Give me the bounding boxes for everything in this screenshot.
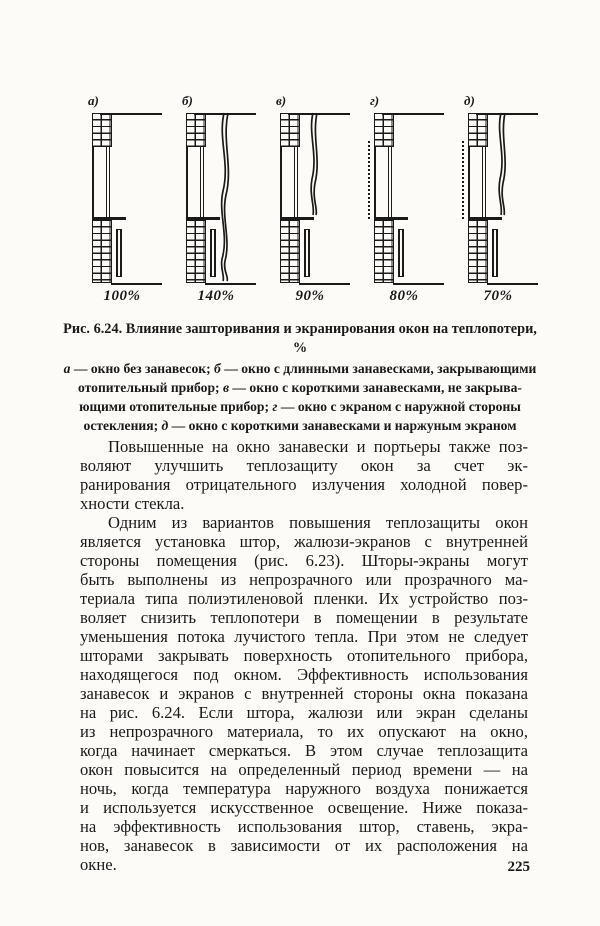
figure-panel-a [82,95,162,305]
body-text-line: является установка штор, жалюзи-экранов с внутренней [80,532,528,551]
figure-caption-line: остекления; д — окно с короткими занавесками и наржуным экраном [83,418,517,433]
body-text-line: и используется искусственное освещение. Ниже показа- [80,798,528,817]
window-glazing [106,147,110,217]
brick-lintel [186,113,206,147]
brick-wall-below-window [186,220,206,283]
panel-label: д) [464,93,475,108]
window-glazing [294,147,298,217]
figure-panel-v [270,95,350,305]
brick-wall-below-window [468,220,488,283]
radiator-icon [398,229,404,277]
figure-caption-line: отопительный прибор; в — окно с короткими занавесками, не закрыва- [78,380,522,395]
body-text [80,437,528,874]
body-text-line: хности стекла. [80,494,185,513]
body-text-line: воляют улучшить теплозащиту окон за счет эк- [80,456,528,475]
body-text-line: на эффективность использования штор, ставень, экра- [80,817,528,836]
brick-wall-below-window [92,220,112,283]
body-text-line: нов, занавесок в зависимости от их расположения на [80,836,528,855]
brick-lintel [280,113,300,147]
wall-section-diagram-icon [458,113,538,285]
wall-section-diagram-icon [270,113,350,285]
body-text-line: быть выполнены из непрозрачного или прозрачного ма- [80,570,528,589]
outer-screen-icon [462,141,464,219]
heat-loss-percent: 90% [295,288,325,304]
outer-wall-face [92,147,94,217]
floor-line [393,283,444,285]
window-glazing [388,147,392,217]
floor-line [205,283,256,285]
body-text-line: окне. [80,855,117,874]
short-curtain-icon [306,111,322,217]
body-text-line: на рис. 6.24. Если штора, жалюзи или экран сделаны [80,703,528,722]
outer-wall-face [280,147,282,217]
floor-line [487,283,538,285]
panel-label: г) [370,93,380,108]
figure-caption-line: ющими отопительные прибор; г — окно с экраном с наружной стороны [79,399,521,414]
body-text-line: из непрозрачного материала, то их опускают на окно, [80,722,528,741]
body-text-line: уменьшения потока лучистого тепла. При этом не следует [80,627,528,646]
body-text-line: ночь, когда температура наружного воздуха понижается [80,779,528,798]
radiator-icon [304,229,310,277]
radiator-icon [492,229,498,277]
heat-loss-percent: 140% [197,288,235,304]
body-text-line: ранирования отрицательного излучения холодной повер- [80,475,528,494]
figure-caption-line: а — окно без занавесок; б — окно с длинными занавесками, закрывающими [63,361,537,376]
body-text-line: шторами закрывать поверхность отопительного прибора, [80,646,528,665]
body-text-line: окон повысится на определенный период времени — на [80,760,528,779]
wall-section-diagram-icon [364,113,444,285]
figure-panel-b [176,95,256,305]
outer-wall-face [374,147,376,217]
floor-line [299,283,350,285]
body-text-line: Повышенные на окно занавески и портьеры также поз- [108,437,528,456]
figure-panel-d [458,95,538,305]
brick-lintel [468,113,488,147]
brick-lintel [92,113,112,147]
figure-caption-title: Рис. 6.24. Влияние зашторивания и экранирования окон на теплопотери, % [63,321,537,356]
body-text-line: когда начинает смеркаться. В этом случае теплозащита [80,741,528,760]
brick-lintel [374,113,394,147]
short-curtain-icon [494,111,510,217]
body-text-line: воляет снизить теплопотери в помещении в результате [80,608,528,627]
window-glazing [200,147,204,217]
window-glazing [482,147,486,217]
long-curtain-icon [216,111,234,283]
figure-panel-g [364,95,444,305]
floor-line [111,283,162,285]
wall-section-diagram-icon [176,113,256,285]
wall-section-diagram-icon [82,113,162,285]
page-number: 225 [507,859,530,875]
body-text-line: териала типа полиэтиленовой пленки. Их устройство поз- [80,589,528,608]
body-text-line: занавесок и экранов с внутренней стороны окна показана [80,684,528,703]
panel-label: в) [276,93,287,108]
radiator-icon [116,229,122,277]
outer-wall-face [468,147,470,217]
body-text-line: стороны помещения (рис. 6.23). Шторы-экраны могут [80,551,528,570]
figure-caption [58,320,542,435]
heat-loss-percent: 80% [389,288,419,304]
panel-label: б) [182,93,193,108]
heat-loss-percent: 70% [483,288,513,304]
brick-wall-below-window [280,220,300,283]
outer-wall-face [186,147,188,217]
panel-label: а) [88,93,99,108]
outer-screen-icon [368,141,370,219]
heat-loss-percent: 100% [103,288,141,304]
figure-6-24 [82,95,538,305]
body-text-line: Одним из вариантов повышения теплозащиты окон [108,513,528,532]
body-text-line: находящегося под окном. Эффективность использования [80,665,528,684]
brick-wall-below-window [374,220,394,283]
